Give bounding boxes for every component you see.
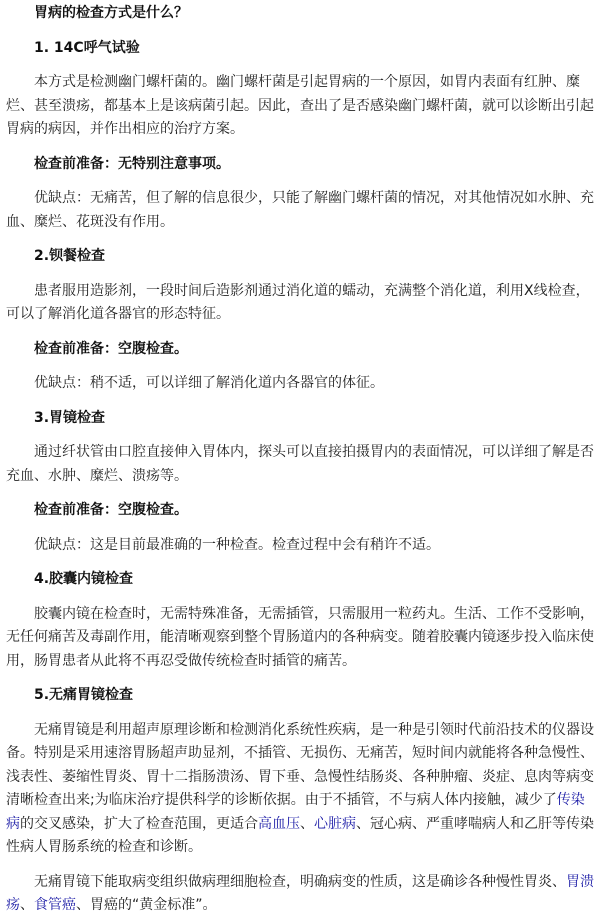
text: 无痛胃镜下能取病变组织做病理细胞检查，明确病变的性质，这是确诊各种慢性胃炎、 (34, 873, 566, 890)
pros-cons: 优缺点：这是目前最准确的一种检查。检查过程中会有稍许不适。 (34, 536, 440, 553)
paragraph: 胶囊内镜在检查时，无需特殊准备，无需插管，只需服用一粒药丸。生活、工作不受影响，无任何痛苦及毒副作用，能清晰观察到整个胃肠道内的各种病变。随着胶囊内镜逐步投入临床使用，肠胃患者从此将不再忍受做传统检查时插管的痛苦。 (6, 605, 594, 669)
paragraph: 患者服用造影剂，一段时间后造影剂通过消化道的蠕动，充满整个消化道，利用X线检查，可以了解消化道各器官的形态特征。 (6, 282, 590, 322)
section-heading: 1. 14C呼气试验 (34, 39, 140, 56)
prep-note: 检查前准备：空腹检查。 (34, 502, 188, 518)
paragraph: 通过纤状管由口腔直接伸入胃体内，探头可以直接拍摄胃内的表面情况，可以详细了解是否充血、水肿、糜烂、溃疡等。 (6, 444, 594, 484)
section-heading: 5.无痛胃镜检查 (34, 687, 134, 703)
text: 、 (20, 897, 34, 913)
prep-note: 检查前准备：无特别注意事项。 (34, 155, 230, 172)
text: 无痛胃镜是利用超声原理诊断和检测消化系统性疾病，是一种是引领时代前沿技术的仪器设备。特别是采用速溶胃肠超声助显剂，不插管、无损伤、无痛苦，短时间内就能将各种急慢性、浅表性、萎缩性胃炎、胃十二指肠溃汤、胃下垂、急慢性结肠炎、各种肿瘤、炎症、息肉等病变清晰检查出来;为临床治疗提供科学的诊断依据。由于不插管，不与病人体内接触，减少了 (6, 721, 594, 808)
section-heading: 4.胶囊内镜检查 (34, 571, 134, 587)
pros-cons: 优缺点：稍不适，可以详细了解消化道内各器官的体征。 (34, 375, 384, 391)
link-gastric-ulcer[interactable]: 胃溃疡 (6, 873, 594, 913)
link-heart-disease[interactable]: 心脏病 (314, 815, 356, 832)
section-heading: 3.胃镜检查 (34, 409, 106, 426)
paragraph: 本方式是检测幽门螺杆菌的。幽门螺杆菌是引起胃病的一个原因，如胃内表面有红肿、糜烂、甚至溃疡，都基本上是该病菌引起。因此，查出了是否感染幽门螺杆菌，就可以诊断出引起胃病的病因，并作出相应的治疗方案。 (6, 74, 594, 137)
prep-note: 检查前准备：空腹检查。 (34, 340, 188, 357)
text: 、 (300, 815, 314, 832)
article-title: 胃病的检查方式是什么？ (34, 5, 188, 21)
paragraph (6, 871, 596, 918)
section-heading: 2.钡餐检查 (34, 248, 106, 264)
link-hypertension[interactable]: 高血压 (258, 815, 300, 832)
text: 的交叉感染，扩大了检查范围，更适合 (20, 815, 258, 832)
link-esophageal-cancer[interactable]: 食管癌 (34, 897, 76, 913)
text: 、胃癌的“黄金标准”。 (76, 897, 217, 913)
pros-cons: 优缺点：无痛苦，但了解的信息很少，只能了解幽门螺杆菌的情况，对其他情况如水肿、充血、糜烂、花斑没有作用。 (6, 190, 594, 230)
text: 、冠心病、严重哮喘病人和乙肝等传染性病人胃肠系统的检查和诊断。 (6, 815, 594, 855)
paragraph (6, 719, 596, 860)
link-infectious-disease[interactable]: 传染病 (6, 792, 585, 832)
